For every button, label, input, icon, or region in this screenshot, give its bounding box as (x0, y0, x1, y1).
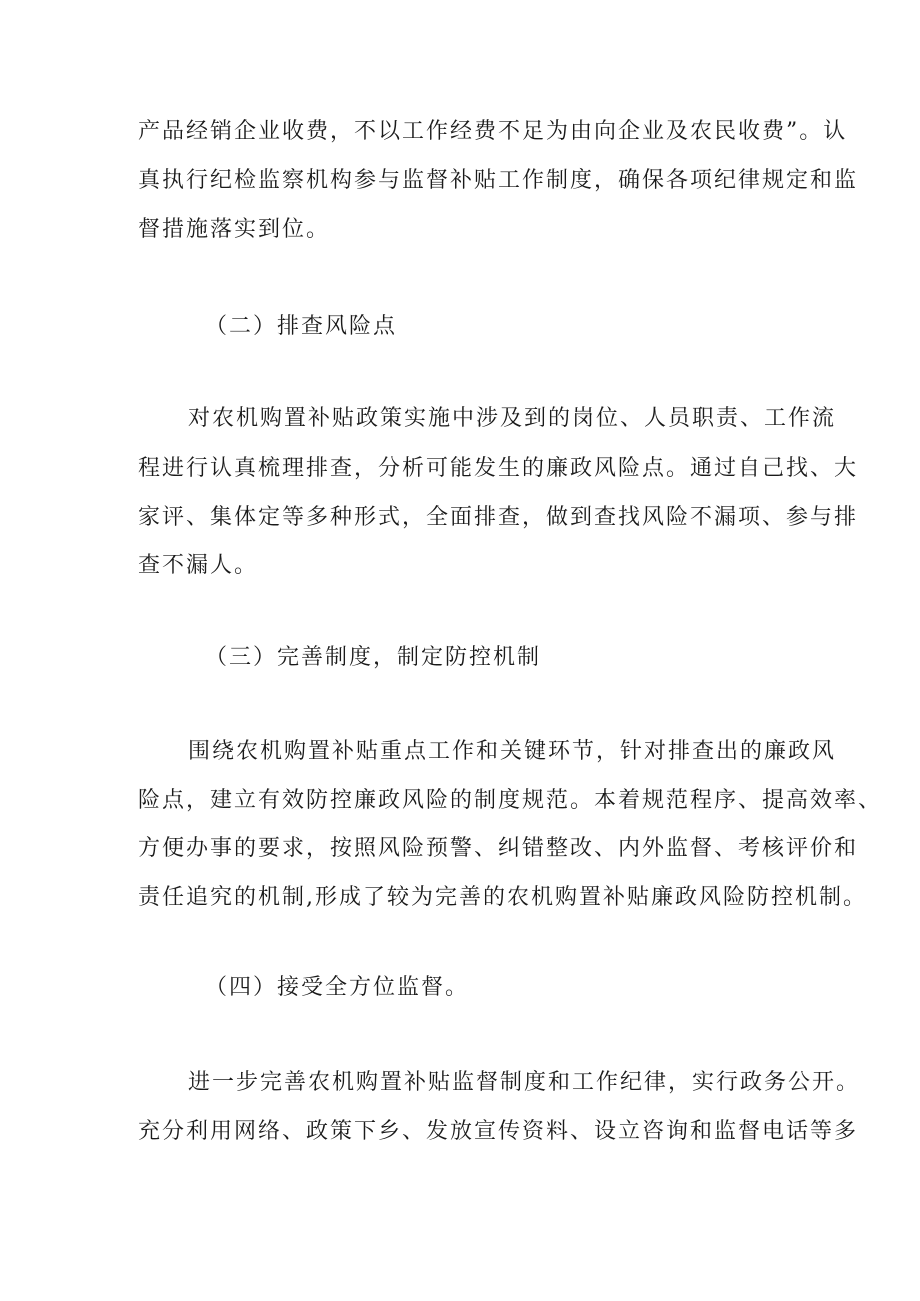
paragraph-line: 程进行认真梳理排查，分析可能发生的廉政风险点。通过自己找、大 (138, 456, 859, 481)
paragraph-line: 责任追究的机制,形成了较为完善的农机购置补贴廉政风险防控机制。 (138, 885, 867, 910)
paragraph-line: 家评、集体定等多种形式，全面排查，做到查找风险不漏项、参与排 (138, 505, 859, 530)
paragraph-line: 充分利用网络、政策下乡、发放宣传资料、设立咨询和监督电话等多 (138, 1119, 859, 1144)
section-heading-4: （四）接受全方位监督。 (205, 975, 470, 1000)
section-heading-3: （三）完善制度，制定防控机制 (205, 645, 542, 670)
paragraph-line: 查不漏人。 (138, 553, 259, 578)
paragraph-line: 方便办事的要求，按照风险预警、纠错整改、内外监督、考核评价和 (138, 836, 859, 861)
paragraph-line: 围绕农机购置补贴重点工作和关键环节，针对排查出的廉政风 (188, 739, 837, 764)
paragraph-line: 对农机购置补贴政策实施中涉及到的岗位、人员职责、工作流 (188, 406, 837, 431)
paragraph-line: 产品经销企业收费，不以工作经费不足为由向企业及农民收费”。认 (138, 119, 848, 144)
paragraph-line: 进一步完善农机购置补贴监督制度和工作纪律，实行政务公开。 (188, 1070, 861, 1095)
section-heading-2: （二）排查风险点 (205, 314, 398, 339)
paragraph-line: 督措施落实到位。 (138, 217, 331, 242)
paragraph-line: 险点，建立有效防控廉政风险的制度规范。本着规范程序、提高效率、 (138, 788, 883, 813)
paragraph-line: 真执行纪检监察机构参与监督补贴工作制度，确保各项纪律规定和监 (138, 168, 859, 193)
